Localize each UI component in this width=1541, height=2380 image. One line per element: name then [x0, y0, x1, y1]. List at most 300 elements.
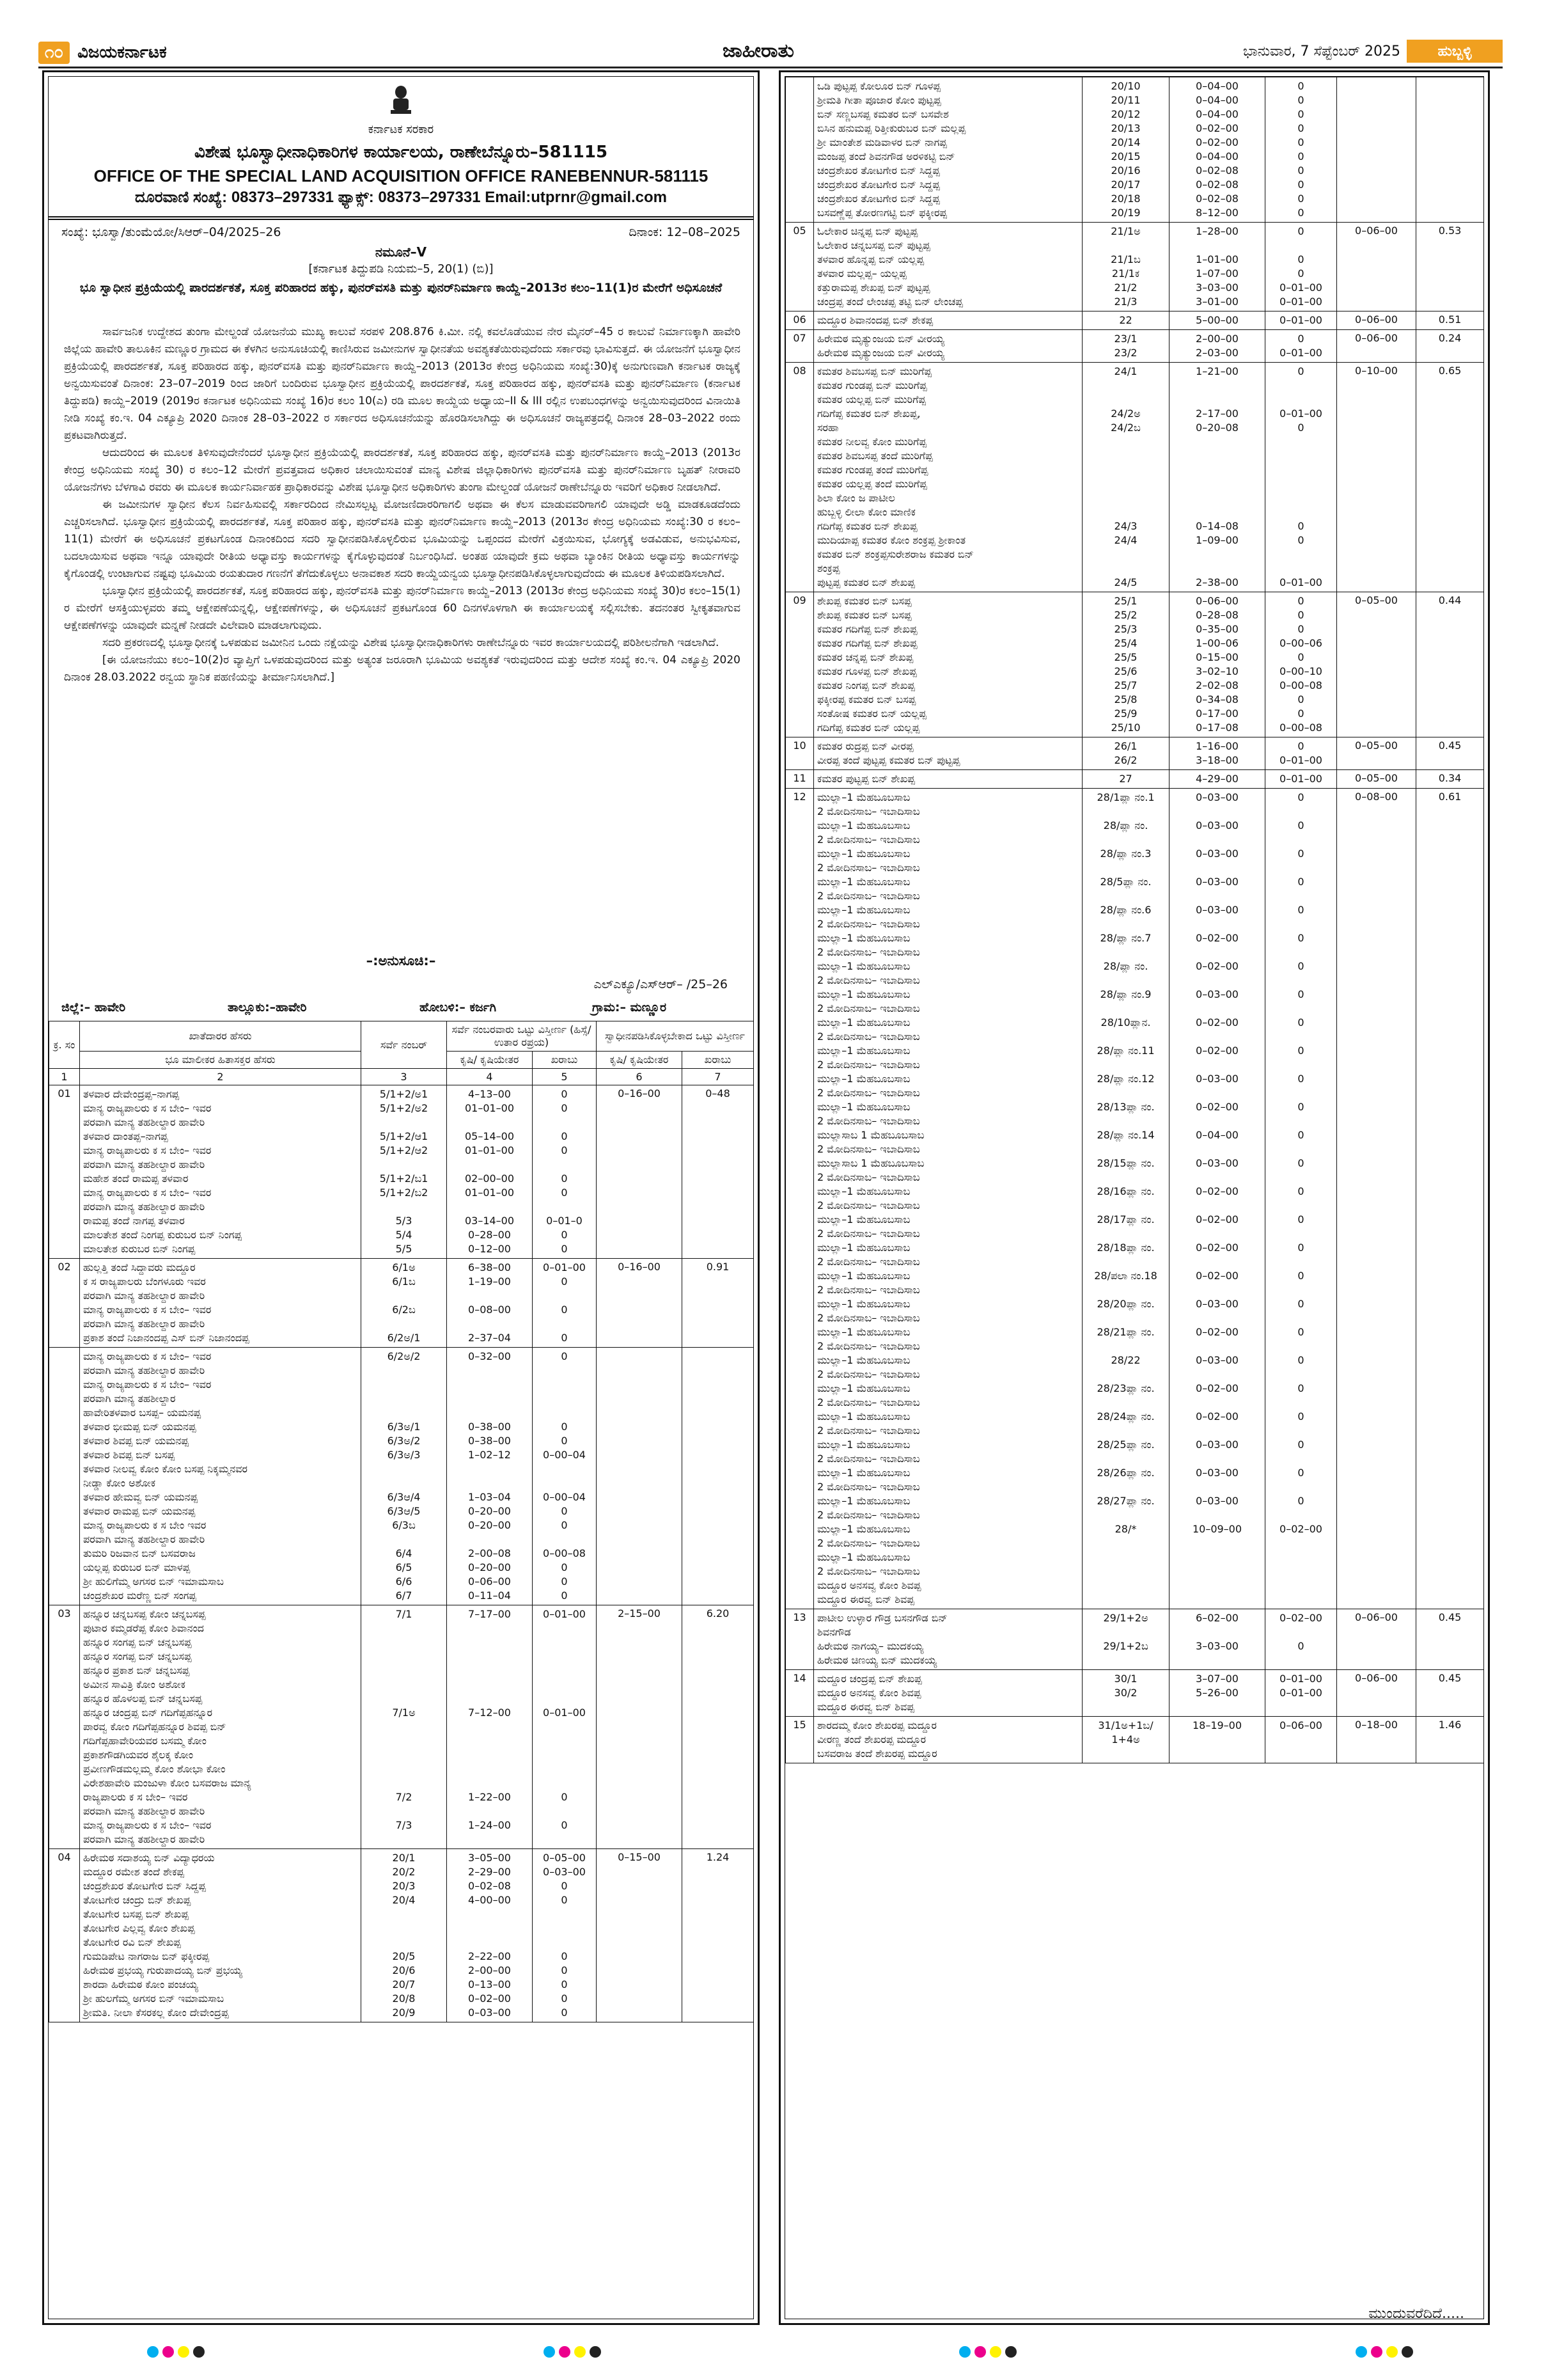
- karab-value: 0–05–00: [543, 1852, 586, 1864]
- owner-name: ಶ್ರೀಮತಿ ಗೀತಾ ಪೂಜಾರ ಕೋಂ ಪುಟ್ಟಪ್ಪ: [817, 94, 941, 106]
- owner-name: 2 ಮೋದಿನಸಾಬ– ಇಬಾದಿಸಾಬ: [817, 1537, 920, 1549]
- owner-name: ತಳವಾರ ಶಿವಪ್ಪ ಬಿನ್ ಬಸಪ್ಪ: [83, 1449, 175, 1461]
- area-value: 1–16–00: [1196, 740, 1239, 752]
- survey-number: [1086, 1255, 1166, 1269]
- owner-name: 2 ಮೋದಿನಸಾಬ– ಇಬಾದಿಸಾಬ: [817, 1368, 920, 1380]
- area-value: [450, 1678, 529, 1692]
- table-row: [49, 1085, 754, 1259]
- survey-number: 28/18ಪ್ಲಾ ನಂ.: [1097, 1241, 1155, 1254]
- karab-cell: [1265, 77, 1337, 223]
- karab-value: 0: [1297, 1101, 1304, 1113]
- owner-name: 2 ಮೋದಿನಸಾಬ– ಇಬಾದಿಸಾಬ: [817, 1312, 920, 1324]
- karab-cell: [1265, 311, 1337, 330]
- survey-number: 20/9: [392, 2006, 416, 2019]
- survey-number: [1086, 1199, 1166, 1213]
- area-value: [450, 1533, 529, 1547]
- owner-name: ಕತ್ತುರಾಮಪ್ಪ ಶೇಖಪ್ಪ ಬಿನ್ ಪುಟ್ಟಪ್ಪ: [817, 281, 930, 294]
- area-value: 3–07–00: [1196, 1673, 1239, 1685]
- black-dot: [1005, 2346, 1017, 2358]
- paragraph: ಭೂಸ್ವಾಧೀನ ಪ್ರಕ್ರಿಯೆಯಲ್ಲಿ ಪಾರದರ್ಶಕತೆ, ಸೂಕ್ತ ಪರಿಹಾರದ ಹಕ್ಕು, ಪುನರ್‌ವಸತಿ ಮತ್ತು ಪುನರ್‌ನಿರ್ಮಾಣ ಕಾಯ್ದೆ–2013 (2013ರ ಕೇಂದ್ರ ಅಧಿನಿಯಮ ಸಂಖ್ಯೆ 30)ರ ಕಲಂ–15(1) ರ ಮೇರೆಗೆ ಆಸಕ್ತಿಯುಳ್ಳವರು ತಮ್ಮ ಆಕ್ಷೇಪಣೆಯನ್ನಲ್ಲಿ, ಆಕ್ಷೇಪಣೆಗಳನ್ನು, ಈ ಅಧಿಸೂಚನೆ ಪ್ರಕಟಗೊಂಡ 60 ದಿನಗಳೊಳಗಾಗಿ ಈ ಕಾರ್ಯಾಲಯಕ್ಕೆ ಸಲ್ಲಿಸಬೇಕು. ತದನಂತರ ಸ್ವೀಕೃತವಾಗುವ ಆಕ್ಷೇಪಣೆಗಳನ್ನು ಯಾವುದೇ ಮನ್ನಣೆ ನೀಡದೇ ವಿಲೇವಾರಿ ಮಾಡಲಾಗುವುದು.: [64, 585, 740, 632]
- survey-number: [1086, 1747, 1166, 1761]
- owner-name: ನೀಡ್ಡಾ ಕೋಂ ಅಶೋಕ: [83, 1477, 156, 1489]
- survey-number: 20/5: [392, 1950, 416, 1962]
- karab-value: 0: [561, 2006, 568, 2019]
- owner-name: ಓಲೇಕಾರ ಚಿನ್ನಪ್ಪ ಬಿನ್ ಪುಟ್ಟಪ್ಪ: [817, 225, 918, 237]
- survey-number: [364, 1406, 443, 1420]
- owner-name: 2 ಮೋದಿನಸಾಬ– ಇಬಾದಿಸಾಬ: [817, 1171, 920, 1183]
- table-row: [786, 223, 1484, 311]
- karab-value: 0–01–00: [1279, 1673, 1322, 1685]
- area-value: 3–18–00: [1196, 754, 1239, 766]
- area-value: 0–20–00: [468, 1561, 511, 1573]
- owner-name: ಕಮತರ ಬಿನ್ ಶಂಕ್ರಪ್ಪಸುರೇಶರಾಜ ಕಮತರ ಬಿನ್: [817, 548, 974, 560]
- survey-number: [364, 1664, 443, 1678]
- karab-value: 0: [1297, 791, 1304, 803]
- karab-value: 0: [1297, 80, 1304, 92]
- survey-number: 27: [1119, 773, 1132, 785]
- owners-cell: [80, 1849, 361, 2022]
- owner-name: ತಳವಾರ ಭೀಮಪ್ಪ ಬಿನ್ ಯಮನಪ್ಪ: [83, 1421, 196, 1433]
- karab-value: [1269, 861, 1333, 875]
- survey-number: [364, 1533, 443, 1547]
- survey-number: [1086, 1142, 1166, 1156]
- header-serial: ಕ್ರ. ಸಂ: [49, 1021, 80, 1069]
- area-value: [450, 1650, 529, 1664]
- owner-name: ರಾಮಪ್ಪ ತಂದೆ ನಾಗಪ್ಪ ತಳವಾರ: [83, 1215, 185, 1227]
- survey-number: [364, 1748, 443, 1762]
- area-value: 02–00–00: [464, 1172, 515, 1185]
- acq-area-cell: 0–15–00: [597, 1849, 682, 2022]
- hobli: ಹೋಬಳಿ:– ಕರ್ಜಗಿ: [419, 1000, 497, 1014]
- area-value: [1173, 1199, 1262, 1213]
- area-value: 0–02–00: [1196, 1241, 1239, 1254]
- area-cell: [1169, 363, 1265, 592]
- survey-number: 24/1: [1114, 365, 1138, 377]
- area-value: 3–03–00: [1196, 1640, 1239, 1652]
- owner-name: ಕ ಸ ರಾಜ್ಯಪಾಲರು ಬೆಂಗಳೂರು ಇವರ: [83, 1275, 206, 1288]
- survey-number: [364, 1776, 443, 1790]
- area-value: [450, 1720, 529, 1734]
- owner-name: ಚಂದ್ರಶೇಖರ ತೋಟಗೇರ ಬಿನ್ ಸಿದ್ದಪ್ಪ: [83, 1880, 206, 1892]
- survey-number: [364, 1158, 443, 1172]
- survey-number: [1086, 833, 1166, 847]
- area-value: [1173, 1311, 1262, 1325]
- karab-value: 0: [1297, 1073, 1304, 1085]
- survey-number: 20/7: [392, 1978, 416, 1990]
- continued-note: ಮುಂದುವರೆದಿದೆ.....: [1368, 2306, 1464, 2322]
- karab-value: [1269, 1733, 1333, 1747]
- area-value: 0–04–00: [1196, 1129, 1239, 1141]
- government-label: ಕರ್ನಾಟಕ ಸರಕಾರ: [368, 123, 434, 136]
- owner-name: ಚಂದ್ರಪ್ಪ ತಂದೆ ಲೇಂಚಪ್ಪ ತಟ್ಟಿ ಬಿನ್ ಲೇಂಚಪ್ಪ: [817, 296, 963, 308]
- area-value: 5–26–00: [1196, 1687, 1239, 1699]
- area-value: 0–03–00: [1196, 819, 1239, 831]
- area-value: [450, 1378, 529, 1392]
- area-value: 0–02–08: [468, 1880, 511, 1892]
- owner-name: ಪರವಾಗಿ ಮಾನ್ಯ ತಹಶೀಲ್ದಾರ ಹಾವೇರಿ: [83, 1201, 205, 1213]
- karab-value: 0: [561, 1992, 568, 2005]
- survey-number: 24/4: [1114, 534, 1138, 546]
- area-value: 2–17–00: [1196, 407, 1239, 420]
- karab-value: [536, 1907, 593, 1921]
- owner-name: ಮಾನ್ಯ ರಾಜ್ಯಪಾಲರು ಕ ಸ ಬೇಂ– ಇವರ: [83, 1144, 212, 1156]
- district: ಜಿಲ್ಲೆ:– ಹಾವೇರಿ: [61, 1000, 126, 1014]
- acq-karab-cell: [1416, 77, 1484, 223]
- area-value: 2–29–00: [468, 1866, 511, 1878]
- area-value: 01–01–00: [464, 1102, 515, 1114]
- serial-cell: 14: [786, 1670, 814, 1717]
- area-value: 2–00–00: [468, 1964, 511, 1976]
- area-value: [450, 1664, 529, 1678]
- survey-number: 20/4: [392, 1894, 416, 1906]
- karab-value: 0: [1297, 1129, 1304, 1141]
- survey-number: 5/1+2/ಅ1: [379, 1088, 428, 1100]
- owner-name: ಬಿನ್ ಸಣ್ಣಬಸಪ್ಪ ಕಮತರ ಬಿನ್ ಬಸವೇಶ: [817, 108, 949, 120]
- area-value: [1173, 1002, 1262, 1016]
- owner-name: ಮಾನ್ಯ ರಾಜ್ಯಪಾಲರು ಕ ಸ ಬೇಂ– ಇವರ: [83, 1350, 212, 1362]
- survey-number: [1086, 1367, 1166, 1382]
- karab-value: 0: [1297, 365, 1304, 377]
- acq-area-cell: 0–06–00: [1337, 330, 1416, 363]
- area-value: [1173, 239, 1262, 253]
- owner-name: ಕಮತರ ಪುಟ್ಟಪ್ಪ ಬಿನ್ ಶೇಖಪ್ಪ: [817, 773, 915, 785]
- karab-value: [1269, 548, 1333, 562]
- area-value: [1173, 1227, 1262, 1241]
- area-value: [1173, 1339, 1262, 1353]
- area-value: 0–35–00: [1196, 623, 1239, 635]
- survey-number: [364, 1317, 443, 1331]
- owner-name: ಶಂಕ್ರಪ್ಪ: [817, 562, 840, 574]
- area-value: [1173, 1508, 1262, 1522]
- survey-number: [1086, 945, 1166, 959]
- owner-name: ಮುಲ್ಲಾ–1 ಮೆಹಬೂಬಸಾಬ: [817, 1270, 911, 1282]
- area-value: 0–38–00: [468, 1421, 511, 1433]
- owner-name: ಮುಲ್ಲಾ–1 ಮೆಹಬೂಬಸಾಬ: [817, 1213, 911, 1225]
- owner-name: ಪುಟಾರ ಕಮ್ಮಡರೆಪ್ಪ ಕೋಂ ಶಿವಾನಂದ: [83, 1622, 205, 1634]
- area-value: [1173, 1283, 1262, 1297]
- yellow-dot: [574, 2346, 586, 2358]
- karab-value: [536, 1832, 593, 1847]
- area-value: 0–02–00: [1196, 1410, 1239, 1422]
- owner-name: ವೀರಪ್ಪ ತಂದೆ ಪುಟ್ಟಪ್ಪ ಕಮತರ ಬಿನ್ ಪುಟ್ಟಪ್ಪ: [817, 754, 960, 766]
- karab-value: 0: [1297, 819, 1304, 831]
- karab-value: [1269, 1396, 1333, 1410]
- area-value: [450, 1289, 529, 1303]
- survey-number: 6/3ಅ/2: [387, 1435, 421, 1447]
- area-value: [1173, 393, 1262, 407]
- owner-name: ಮುಲ್ಲಾ–1 ಮೆಹಬೂಬಸಾಬ: [817, 1467, 911, 1479]
- cyan-dot: [1356, 2346, 1367, 2358]
- area-value: 2–38–00: [1196, 576, 1239, 588]
- acq-karab-cell: 0–48: [682, 1085, 754, 1259]
- karab-value: [536, 1635, 593, 1650]
- karab-value: [1269, 1142, 1333, 1156]
- survey-number: 22: [1119, 314, 1132, 326]
- karab-value: 0: [1297, 609, 1304, 621]
- owner-name: 2 ಮೋದಿನಸಾಬ– ಇಬಾದಿಸಾಬ: [817, 946, 920, 958]
- survey-number: 20/8: [392, 1992, 416, 2005]
- owner-name: ಕಮತರ ರುದ್ರಪ್ಪ ಬಿನ್ ವೀರಪ್ಪ: [817, 740, 914, 752]
- owners-cell: [80, 1259, 361, 1348]
- karab-value: 0: [1297, 94, 1304, 106]
- survey-number: 28/1ಪ್ಲಾ ನಂ.1: [1097, 791, 1155, 803]
- acq-area-cell: 0–06–00: [1337, 311, 1416, 330]
- owner-name: ಹಿರೇಮಠ ಚಿಣಯ್ಯ ಬಿನ್ ಮುದಕಯ್ಯ: [817, 1654, 937, 1666]
- area-value: 0–03–00: [1196, 1298, 1239, 1310]
- area-value: 0–02–00: [1196, 122, 1239, 134]
- owners-cell: [814, 311, 1083, 330]
- owner-name: ತಳವಾರ ಮಲ್ಲಪ್ಪ– ಯಲ್ಲಪ್ಪ: [817, 267, 907, 280]
- owner-name: 2 ಮೋದಿನಸಾಬ– ಇಬಾದಿಸಾಬ: [817, 833, 920, 846]
- survey-number: 5/1+2/ಬ1: [379, 1172, 428, 1185]
- survey-number: 6/6: [395, 1575, 412, 1588]
- karab-cell: [533, 1085, 597, 1259]
- karab-value: [1269, 1424, 1333, 1438]
- area-value: 0–12–00: [468, 1243, 511, 1255]
- survey-number: 6/3ಬ: [392, 1519, 416, 1531]
- survey-number: 5/1+2/ಬ2: [379, 1186, 428, 1199]
- survey-number: 28/ಪ್ಲಾ ನಂ.7: [1100, 932, 1152, 944]
- area-value: 0–20–00: [468, 1505, 511, 1517]
- survey-number: 25/1: [1114, 595, 1138, 607]
- survey-cell: [1083, 311, 1169, 330]
- owner-name: ಪಾರವ್ವ ಕೋಂ ಗದಿಗೆಪ್ಪಹನ್ನೂರ ಶಿವಪ್ಪ ಬಿನ್: [83, 1721, 226, 1733]
- owner-name: ಗದಿಗೆಪ್ಪ ಕಮತರ ಬಿನ್ ಶೇಖಪ್ಪ: [817, 520, 918, 532]
- owner-name: ಹಿರೇಮಠ ನಾಗಯ್ಯ– ಮುದಕಯ್ಯ: [817, 1640, 924, 1652]
- survey-cell: [361, 1348, 447, 1605]
- survey-number: 24/2ಅ: [1111, 407, 1141, 420]
- table-row: [49, 1259, 754, 1348]
- survey-number: [1086, 1227, 1166, 1241]
- owner-name: ಪರವಾಗಿ ಮಾನ್ಯ ತಹಶೀಲ್ದಾರ ಹಾವೇರಿ: [83, 1318, 205, 1330]
- owner-name: ಮುಲ್ಲಾ–1 ಮೆಹಬೂಬಸಾಬ: [817, 932, 911, 944]
- karab-value: [536, 1692, 593, 1706]
- serial-cell: 10: [786, 737, 814, 770]
- area-value: [450, 1392, 529, 1406]
- area-value: 05–14–00: [464, 1130, 515, 1142]
- survey-number: 26/2: [1114, 754, 1138, 766]
- notice-subject: ಭೂ ಸ್ವಾಧೀನ ಪ್ರಕ್ರಿಯೆಯಲ್ಲಿ ಪಾರದರ್ಶಕತೆ, ಸೂಕ್ತ ಪರಿಹಾರದ ಹಕ್ಕು, ಪುನರ್‌ವಸತಿ ಮತ್ತು ಪುನರ್‌ನಿರ್ಮಾಣ ಕಾಯ್ದೆ–2013ರ ಕಲಂ–11(1)ರ ಮೇರೆಗೆ ಅಧಿಸೂಚನೆ: [79, 281, 723, 295]
- yellow-dot: [990, 2346, 1001, 2358]
- village: ಗ್ರಾಮ:– ಮಣ್ಣೂರ: [592, 1000, 666, 1014]
- owners-cell: [814, 592, 1083, 737]
- survey-number: 25/2: [1114, 609, 1138, 621]
- owner-name: ಮುಲ್ಲಾ–1 ಮೆಹಬೂಬಸಾಬ: [817, 1073, 911, 1085]
- survey-number: 24/5: [1114, 576, 1138, 588]
- owner-name: ಕಮತರ ನಿಂಗಪ್ಪ ಬಿನ್ ಶೇಖಪ್ಪ: [817, 679, 915, 691]
- survey-number: 6/4: [395, 1547, 412, 1559]
- serial-cell: 05: [786, 223, 814, 311]
- karab-value: [1269, 463, 1333, 477]
- serial-cell: 07: [786, 330, 814, 363]
- acq-area-cell: 0–08–00: [1337, 789, 1416, 1609]
- karab-value: [536, 1533, 593, 1547]
- black-dot: [1402, 2346, 1413, 2358]
- serial-cell: 06: [786, 311, 814, 330]
- karab-value: 0: [1297, 1270, 1304, 1282]
- karab-value: 0: [1297, 267, 1304, 280]
- cyan-dot: [544, 2346, 555, 2358]
- table-row: [786, 789, 1484, 1609]
- karab-value: 0: [561, 1144, 568, 1156]
- table-row: [49, 1605, 754, 1849]
- survey-number: 28/5ಪ್ಲಾ ನಂ.: [1100, 876, 1152, 888]
- karab-value: [536, 1748, 593, 1762]
- owner-name: 2 ಮೋದಿನಸಾಬ– ಇಬಾದಿಸಾಬ: [817, 1002, 920, 1014]
- header-agri: ಕೃಷಿ/ ಕೃಷಿಯೇತರ: [597, 1052, 682, 1069]
- survey-number: 28/25ಪ್ಲಾ ನಂ.: [1097, 1438, 1155, 1451]
- survey-number: 6/3ಆ/5: [387, 1505, 421, 1517]
- survey-cell: [1083, 770, 1169, 789]
- owner-name: ಚಂದ್ರಶೇಖರ ತೋಟಗೇರ ಬಿನ್ ಸಿದ್ದಪ್ಪ: [817, 193, 940, 205]
- survey-number: 28/27ಪ್ಲಾ ನಂ.: [1097, 1495, 1155, 1507]
- survey-number: [364, 1734, 443, 1748]
- survey-number: 5/3: [395, 1215, 412, 1227]
- owner-name: ಪ್ರಕಾಶ ತಂದೆ ನಿಜಾನಂದಪ್ಪ ಎಸ್ ಬಿನ್ ನಿಜಾನಂದಪ್ಪ: [83, 1332, 249, 1344]
- reference-number: ಸಂಖ್ಯೆ: ಭೂಸ್ವಾ/ತುಂಮೆಯೋ/ಸಿಆರ್–04/2025–26: [61, 225, 281, 239]
- black-dot: [590, 2346, 601, 2358]
- owner-name: ಮದ್ದೂರ ರಮೇಶ ತಂದೆ ಶೇಕಪ್ಪ: [83, 1866, 184, 1878]
- owner-name: 2 ಮೋದಿನಸಾಬ– ಇಬಾದಿಸಾಬ: [817, 862, 920, 874]
- owners-cell: [814, 737, 1083, 770]
- owner-name: ಮುಲ್ಲಾಸಾಬ 1 ಮೆಹಬೂಬಸಾಬ: [817, 1157, 925, 1169]
- karab-value: 0–01–00: [1279, 576, 1322, 588]
- owner-name: ಶ್ರೀ ಹುಲಿಗೆಮ್ಮ ಅಗಸರ ಬಿನ್ ಇಮಾಮಸಾಬ: [83, 1575, 224, 1588]
- area-value: 0–02–00: [1196, 1326, 1239, 1338]
- karab-value: [1269, 435, 1333, 449]
- owner-name: ಹನ್ನೂರ ಹೊಳಲಪ್ಪ ಬಿನ್ ಚನ್ನಬಸಪ್ಪ: [83, 1692, 203, 1705]
- owner-name: 2 ಮೋದಿನಸಾಬ– ಇಬಾದಿಸಾಬ: [817, 1340, 920, 1352]
- karab-value: [1269, 1625, 1333, 1639]
- area-cell: [1169, 330, 1265, 363]
- serial-cell: 15: [786, 1717, 814, 1763]
- survey-number: 28/ಪ್ಲಾ ನಂ.6: [1100, 904, 1152, 916]
- owner-name: ಗದಿಗೆಪ್ಪಹಾವೇರಿಯವರ ಬಸಮ್ಮ ಕೋಂ: [83, 1735, 207, 1747]
- owner-name: ಕಮತರ ಯಲ್ಲಪ್ಪ ತಂದೆ ಮುರಿಗೆಪ್ಪ: [817, 478, 927, 490]
- divider: [49, 216, 753, 217]
- survey-number: [364, 1378, 443, 1392]
- owner-name: 2 ಮೋದಿನಸಾಬ– ಇಬಾದಿಸಾಬ: [817, 1509, 920, 1521]
- survey-number: 28/23ಪ್ಲಾ ನಂ.: [1097, 1382, 1155, 1394]
- survey-number: 28/ಪಲಾ ನಂ.18: [1094, 1270, 1157, 1282]
- survey-number: [364, 1720, 443, 1734]
- karab-value: 0: [1297, 1467, 1304, 1479]
- karab-cell: [533, 1605, 597, 1849]
- owner-name: ತಳವಾರ ರಾಮಪ್ಪ ಬಿನ್ ಯಮನಪ್ಪ: [83, 1505, 196, 1517]
- owner-name: ಮಾನ್ಯ ರಾಜ್ಯಪಾಲರು ಕ ಸ ಬೇಂ ಇವರ: [83, 1519, 207, 1531]
- karab-value: [1269, 491, 1333, 505]
- karab-value: [1269, 477, 1333, 491]
- karab-value: 0: [561, 1505, 568, 1517]
- survey-number: 28/ಪ್ಲಾ ನಂ.11: [1097, 1044, 1155, 1057]
- survey-number: 25/7: [1114, 679, 1138, 691]
- acq-karab-cell: 1.24: [682, 1849, 754, 2022]
- table-row: [786, 592, 1484, 737]
- acq-area-cell: 0–18–00: [1337, 1717, 1416, 1763]
- area-value: 2–03–00: [1196, 347, 1239, 359]
- area-value: 4–00–00: [468, 1894, 511, 1906]
- owners-cell: [814, 1609, 1083, 1670]
- area-value: 3–05–00: [468, 1852, 511, 1864]
- survey-number: 25/6: [1114, 665, 1138, 677]
- owner-name: ಮುಲ್ಲಾ–1 ಮೆಹಬೂಬಸಾಬ: [817, 1044, 911, 1057]
- owner-name: ಮುಲ್ಲಾ–1 ಮೆಹಬೂಬಸಾಬ: [817, 1101, 911, 1113]
- survey-number: 20/19: [1111, 207, 1141, 219]
- karab-value: [1269, 1227, 1333, 1241]
- karab-value: 0: [561, 1575, 568, 1588]
- survey-number: [1086, 1424, 1166, 1438]
- karab-value: 0: [561, 1964, 568, 1976]
- owner-name: ಕಮತರ ಶಿವಬಸಪ್ಪ ಬಿನ್ ಮುರಿಗೆಪ್ಪ: [817, 365, 932, 377]
- area-value: 8–12–00: [1196, 207, 1239, 219]
- survey-number: [1086, 1396, 1166, 1410]
- table-row: [786, 363, 1484, 592]
- edition-tag: ಹುಬ್ಬಳ್ಳಿ: [1407, 40, 1503, 63]
- survey-number: 25/5: [1114, 651, 1138, 663]
- karab-value: [1269, 1747, 1333, 1761]
- karab-value: [1269, 1653, 1333, 1667]
- survey-number: [364, 1692, 443, 1706]
- acq-area-cell: 0–05–00: [1337, 770, 1416, 789]
- area-value: [1173, 861, 1262, 875]
- karab-value: 0: [561, 1304, 568, 1316]
- karab-value: [536, 1621, 593, 1635]
- table-row: [786, 737, 1484, 770]
- survey-number: 6/3ಅ/1: [387, 1421, 421, 1433]
- area-value: 1–24–00: [468, 1819, 511, 1831]
- survey-number: 6/7: [395, 1589, 412, 1602]
- area-value: 0–02–00: [1196, 1044, 1239, 1057]
- karab-value: [1269, 1170, 1333, 1185]
- acq-karab-cell: 0.65: [1416, 363, 1484, 592]
- karab-value: [1269, 1339, 1333, 1353]
- area-value: 2–22–00: [468, 1950, 511, 1962]
- karab-value: [1269, 1058, 1333, 1072]
- taluk: ತಾಲ್ಲೂಕು:–ಹಾವೇರಿ: [228, 1000, 307, 1014]
- owner-name: ಸಂತೋಷ ಕಮತರ ಬಿನ್ ಯಲ್ಲಪ್ಪ: [817, 707, 927, 720]
- karab-value: [536, 1115, 593, 1130]
- area-cell: [447, 1849, 533, 2022]
- owner-name: 2 ಮೋದಿನಸಾಬ– ಇಬಾದಿಸಾಬ: [817, 1453, 920, 1465]
- office-name-english: OFFICE OF THE SPECIAL LAND ACQUISITION OFFICE RANEBENNUR-581115: [93, 166, 708, 185]
- owner-name: ಪರವಾಗಿ ಮಾನ್ಯ ತಹಶೀಲ್ದಾರ ಹಾವೇರಿ: [83, 1289, 205, 1302]
- survey-number: [1086, 393, 1166, 407]
- owner-name: ತಳವಾರ ಶಿವಪ್ಪ ಬಿನ್ ಯಮನಪ್ಪ: [83, 1435, 189, 1447]
- owner-name: ಮಹೇಶ ತಂದೆ ರಾಮಪ್ಪ ತಳವಾರ: [83, 1172, 189, 1185]
- karab-value: [536, 1762, 593, 1776]
- area-value: 2–00–00: [1196, 333, 1239, 345]
- area-value: 0–13–00: [468, 1978, 511, 1990]
- survey-number: [1086, 1653, 1166, 1667]
- karab-value: 0: [1297, 988, 1304, 1000]
- acq-area-cell: 0–06–00: [1337, 1609, 1416, 1670]
- area-value: [1173, 505, 1262, 519]
- karab-value: [1269, 1536, 1333, 1550]
- area-value: 0–02–08: [1196, 178, 1239, 191]
- survey-number: [1086, 1311, 1166, 1325]
- karab-cell: [1265, 1609, 1337, 1670]
- karab-value: 0: [561, 1243, 568, 1255]
- karab-value: [1269, 1002, 1333, 1016]
- karab-value: 0: [561, 1350, 568, 1362]
- survey-number: 5/1+2/ಆ1: [379, 1130, 428, 1142]
- karab-value: [536, 1200, 593, 1214]
- karab-value: 0: [1297, 225, 1304, 237]
- area-value: [450, 1115, 529, 1130]
- notice-frame: [48, 76, 754, 2319]
- karab-value: 0: [561, 1229, 568, 1241]
- area-value: 3–02–10: [1196, 665, 1239, 677]
